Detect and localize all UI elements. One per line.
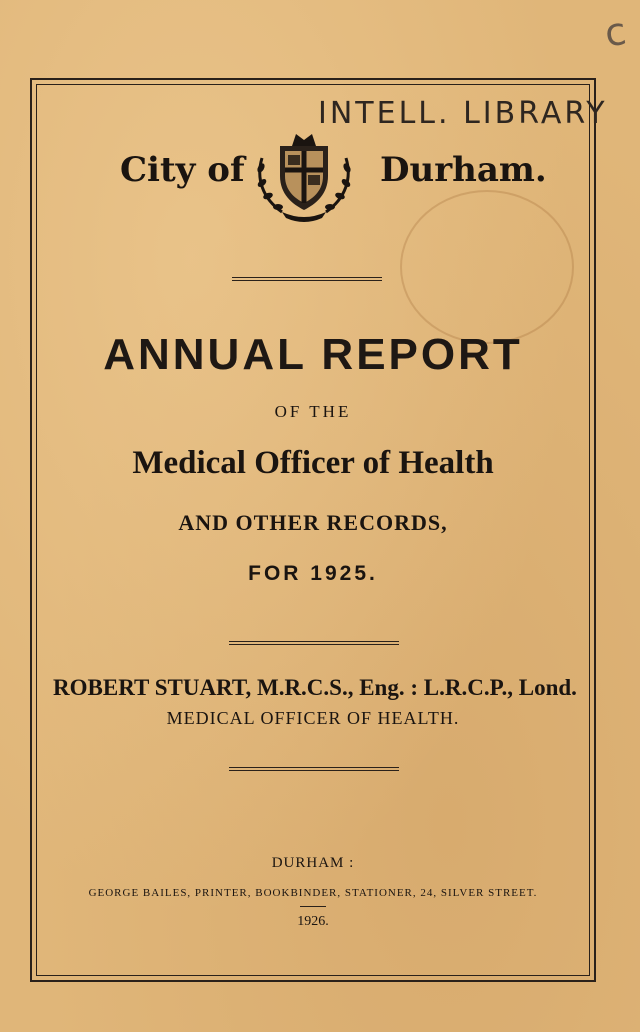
divider-rule xyxy=(229,641,399,642)
city-name: Durham. xyxy=(380,150,547,190)
city-label: City of xyxy=(120,150,245,190)
divider-rule xyxy=(232,277,382,278)
durham-coat-of-arms-icon xyxy=(252,128,356,224)
and-other-records-text: AND OTHER RECORDS, xyxy=(178,510,448,535)
of-the-text: OF THE xyxy=(274,402,352,421)
report-subject: Medical Officer of Health xyxy=(132,445,494,481)
library-stamp-text: INTELL. LIBRARY xyxy=(318,96,608,131)
imprint-printer: GEORGE BAILES, PRINTER, BOOKBINDER, STATIONER, 24, SILVER STREET. xyxy=(88,887,538,899)
report-year: FOR 1925. xyxy=(248,562,378,585)
author-name: ROBERT STUART, M.R.C.S., Eng. : L.R.C.P., Lond. xyxy=(53,675,577,700)
handwritten-corner-mark: c xyxy=(602,8,629,56)
faded-library-stamp xyxy=(400,190,574,344)
report-title: ANNUAL REPORT xyxy=(103,330,523,379)
imprint-year: 1926. xyxy=(297,914,329,929)
divider-rule xyxy=(229,767,399,768)
imprint-place: DURHAM : xyxy=(271,855,355,871)
small-divider xyxy=(300,906,326,907)
author-role: MEDICAL OFFICER OF HEALTH. xyxy=(166,708,460,728)
